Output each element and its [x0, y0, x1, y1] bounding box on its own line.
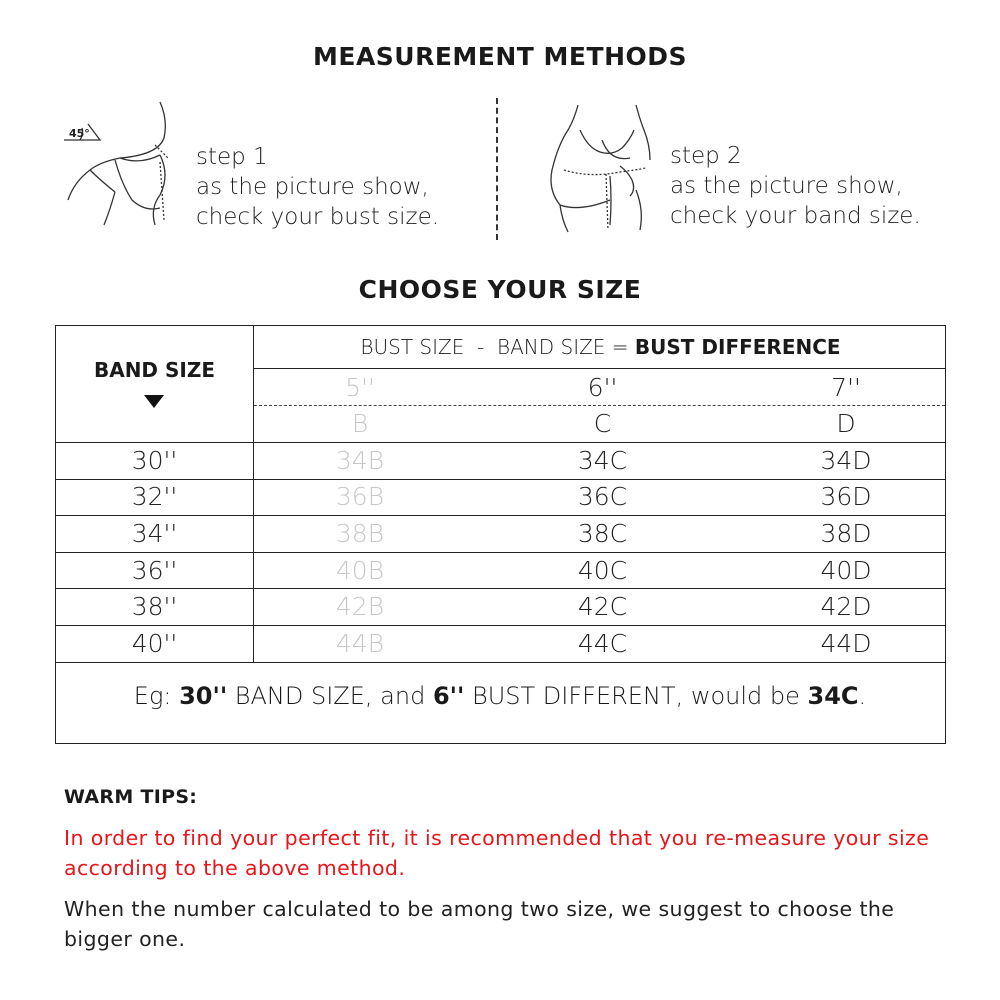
step2-title: step 2	[670, 143, 742, 169]
row-cup-d: 34D	[820, 446, 872, 475]
row-band: 32''	[131, 482, 178, 511]
row-cup-c: 36C	[577, 482, 628, 511]
down-arrow-icon	[144, 395, 164, 408]
step2-line2: check your band size.	[670, 203, 921, 229]
cup-header-c: C	[593, 409, 612, 438]
row-cup-c: 42C	[577, 592, 628, 621]
row-cup-b: 36B	[335, 482, 385, 511]
row-cup-d: 44D	[820, 629, 872, 658]
row-cup-d: 42D	[820, 592, 872, 621]
example-bold: 6''	[432, 682, 465, 710]
step1-text	[196, 142, 439, 232]
choose-size-title: CHOOSE YOUR SIZE	[358, 275, 642, 304]
bust-difference-formula	[254, 335, 947, 359]
formula-bold: BUST DIFFERENCE	[634, 335, 841, 359]
example-bold: 30''	[179, 682, 228, 710]
example-text: Eg:	[133, 682, 180, 710]
diff-header-b: 5''	[345, 373, 375, 402]
step1-line1: as the picture show,	[196, 174, 429, 200]
step1-title: step 1	[196, 144, 268, 170]
diff-header-c: 6''	[587, 373, 618, 402]
warm-tips-bigger: When the number calculated to be among two size, we suggest to choose the bigger one.	[64, 897, 895, 951]
row-cup-b: 38B	[335, 519, 385, 548]
angle-label: 45°	[69, 127, 90, 140]
row-cup-b: 42B	[335, 592, 385, 621]
row-cup-d: 36D	[820, 482, 872, 511]
step2-text	[670, 141, 921, 231]
row-cup-b: 44B	[335, 629, 385, 658]
example-text: .	[858, 682, 867, 710]
row-cup-b: 40B	[335, 556, 385, 585]
row-band: 38''	[131, 592, 178, 621]
size-example	[56, 682, 944, 710]
table-hline	[253, 368, 945, 369]
row-cup-c: 34C	[577, 446, 628, 475]
row-cup-d: 38D	[820, 519, 872, 548]
row-band: 40''	[131, 629, 178, 658]
measurement-methods-title: MEASUREMENT METHODS	[312, 42, 687, 71]
example-text: BUST DIFFERENT, would be	[464, 682, 808, 710]
row-band: 36''	[131, 556, 178, 585]
row-band: 30''	[131, 446, 178, 475]
row-cup-c: 44C	[577, 629, 628, 658]
example-bold: 34C	[807, 682, 859, 710]
bust-measure-illustration	[60, 100, 180, 240]
band-measure-illustration	[540, 100, 660, 240]
diff-header-d: 7''	[831, 373, 861, 402]
cup-header-d: D	[836, 409, 856, 438]
example-text: BAND SIZE, and	[227, 682, 433, 710]
formula-text: BUST SIZE - BAND SIZE =	[360, 335, 635, 359]
warm-tips-remeasure: In order to find your perfect fit, it is recommended that you re-measure your size according to the above method.	[64, 826, 930, 880]
cup-header-b: B	[351, 409, 369, 438]
size-table	[55, 325, 946, 744]
band-size-header: BAND SIZE	[93, 358, 216, 382]
row-cup-d: 40D	[820, 556, 872, 585]
row-cup-c: 38C	[577, 519, 628, 548]
warm-tips-heading: WARM TIPS:	[64, 786, 198, 808]
row-band: 34''	[131, 519, 178, 548]
table-hline	[56, 662, 945, 663]
step1-line2: check your bust size.	[196, 204, 440, 230]
row-cup-c: 40C	[577, 556, 628, 585]
section-divider	[496, 98, 498, 240]
row-cup-b: 34B	[335, 446, 385, 475]
step2-line1: as the picture show,	[670, 173, 903, 199]
